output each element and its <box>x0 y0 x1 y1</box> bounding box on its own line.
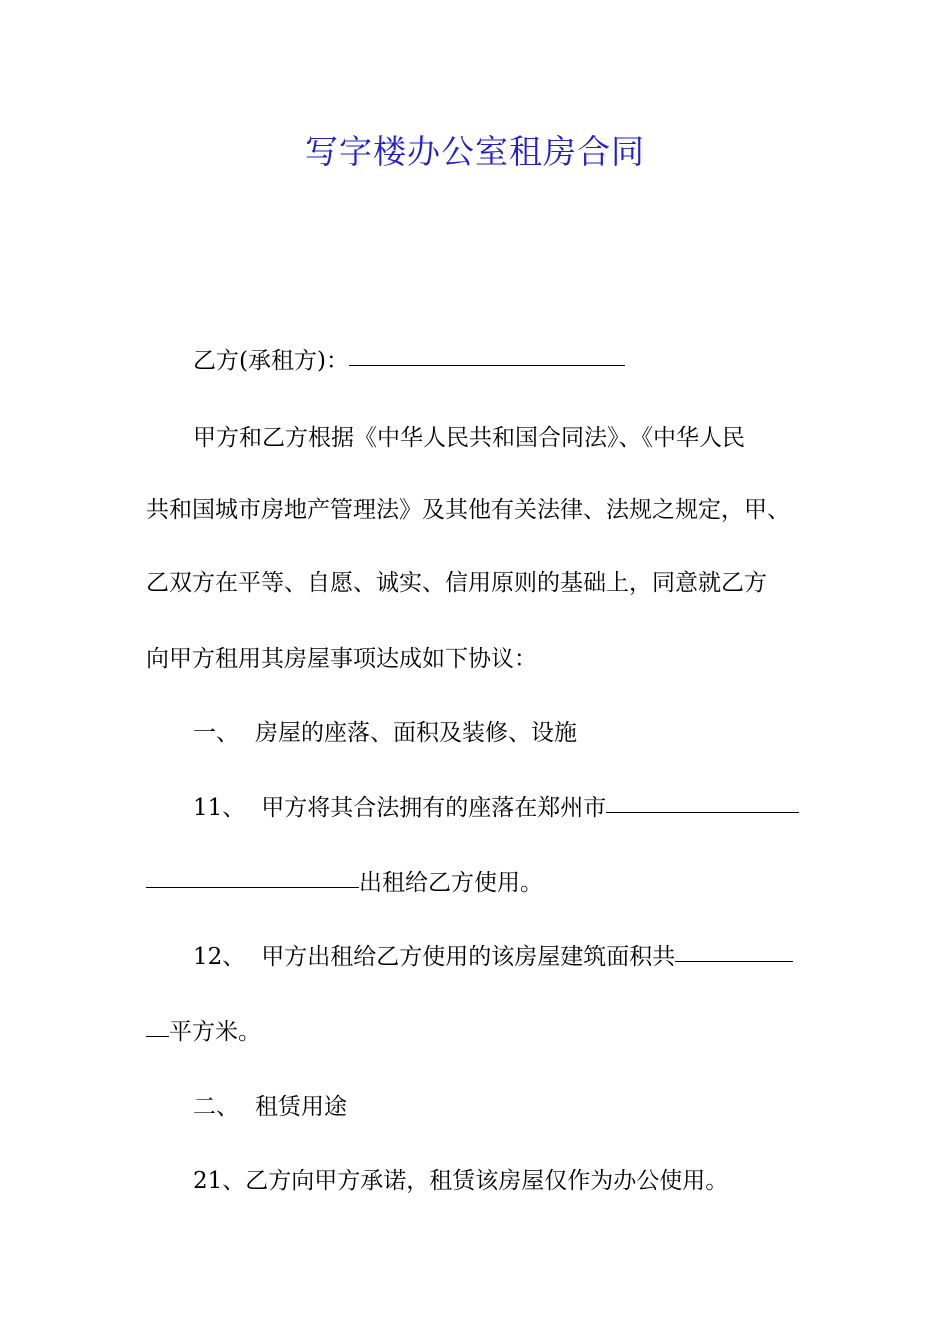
party-b-line <box>193 344 625 378</box>
clause-21: 21、乙方向甲方承诺，租赁该房屋仅作为办公使用。 <box>193 1168 729 1194</box>
party-b-label: 乙方(承租方)： <box>193 348 349 374</box>
clause-11-text: 甲方将其合法拥有的座落在郑州市 <box>261 795 607 821</box>
intro-line-3: 乙双方在平等、自愿、诚实、信用原则的基础上，同意就乙方 <box>146 570 767 596</box>
intro-line-2: 共和国城市房地产管理法》及其他有关法律、法规之规定，甲、 <box>146 497 790 523</box>
intro-line-1: 甲方和乙方根据《中华人民共和国合同法》、《中华人民 <box>193 425 745 451</box>
area-blank[interactable] <box>675 961 793 962</box>
section-2-heading <box>193 1090 347 1124</box>
clause-12-continuation: 平方米。 <box>169 1019 261 1045</box>
clause-11-continuation: 出租给乙方使用。 <box>359 870 543 896</box>
section-2-number: 二、 <box>193 1094 239 1120</box>
clause-12 <box>193 940 793 974</box>
section-1-heading <box>193 716 577 750</box>
clause-11-continuation-line <box>146 866 543 900</box>
location-blank[interactable] <box>606 812 799 813</box>
section-1-title: 房屋的座落、面积及装修、设施 <box>255 720 577 746</box>
section-2-title: 租赁用途 <box>255 1094 347 1120</box>
clause-12-text: 甲方出租给乙方使用的该房屋建筑面积共 <box>261 944 676 970</box>
section-1-number: 一、 <box>193 720 239 746</box>
location-blank-continued[interactable] <box>146 887 359 888</box>
clause-11-number: 11、 <box>193 795 246 821</box>
document-title: 写字楼办公室租房合同 <box>305 132 645 171</box>
clause-11 <box>193 791 799 825</box>
intro-line-4: 向甲方租用其房屋事项达成如下协议： <box>146 646 537 672</box>
area-blank-continued[interactable] <box>146 1036 169 1037</box>
clause-12-continuation-line <box>146 1015 261 1049</box>
party-b-blank[interactable] <box>349 365 625 366</box>
clause-12-number: 12、 <box>193 944 246 970</box>
